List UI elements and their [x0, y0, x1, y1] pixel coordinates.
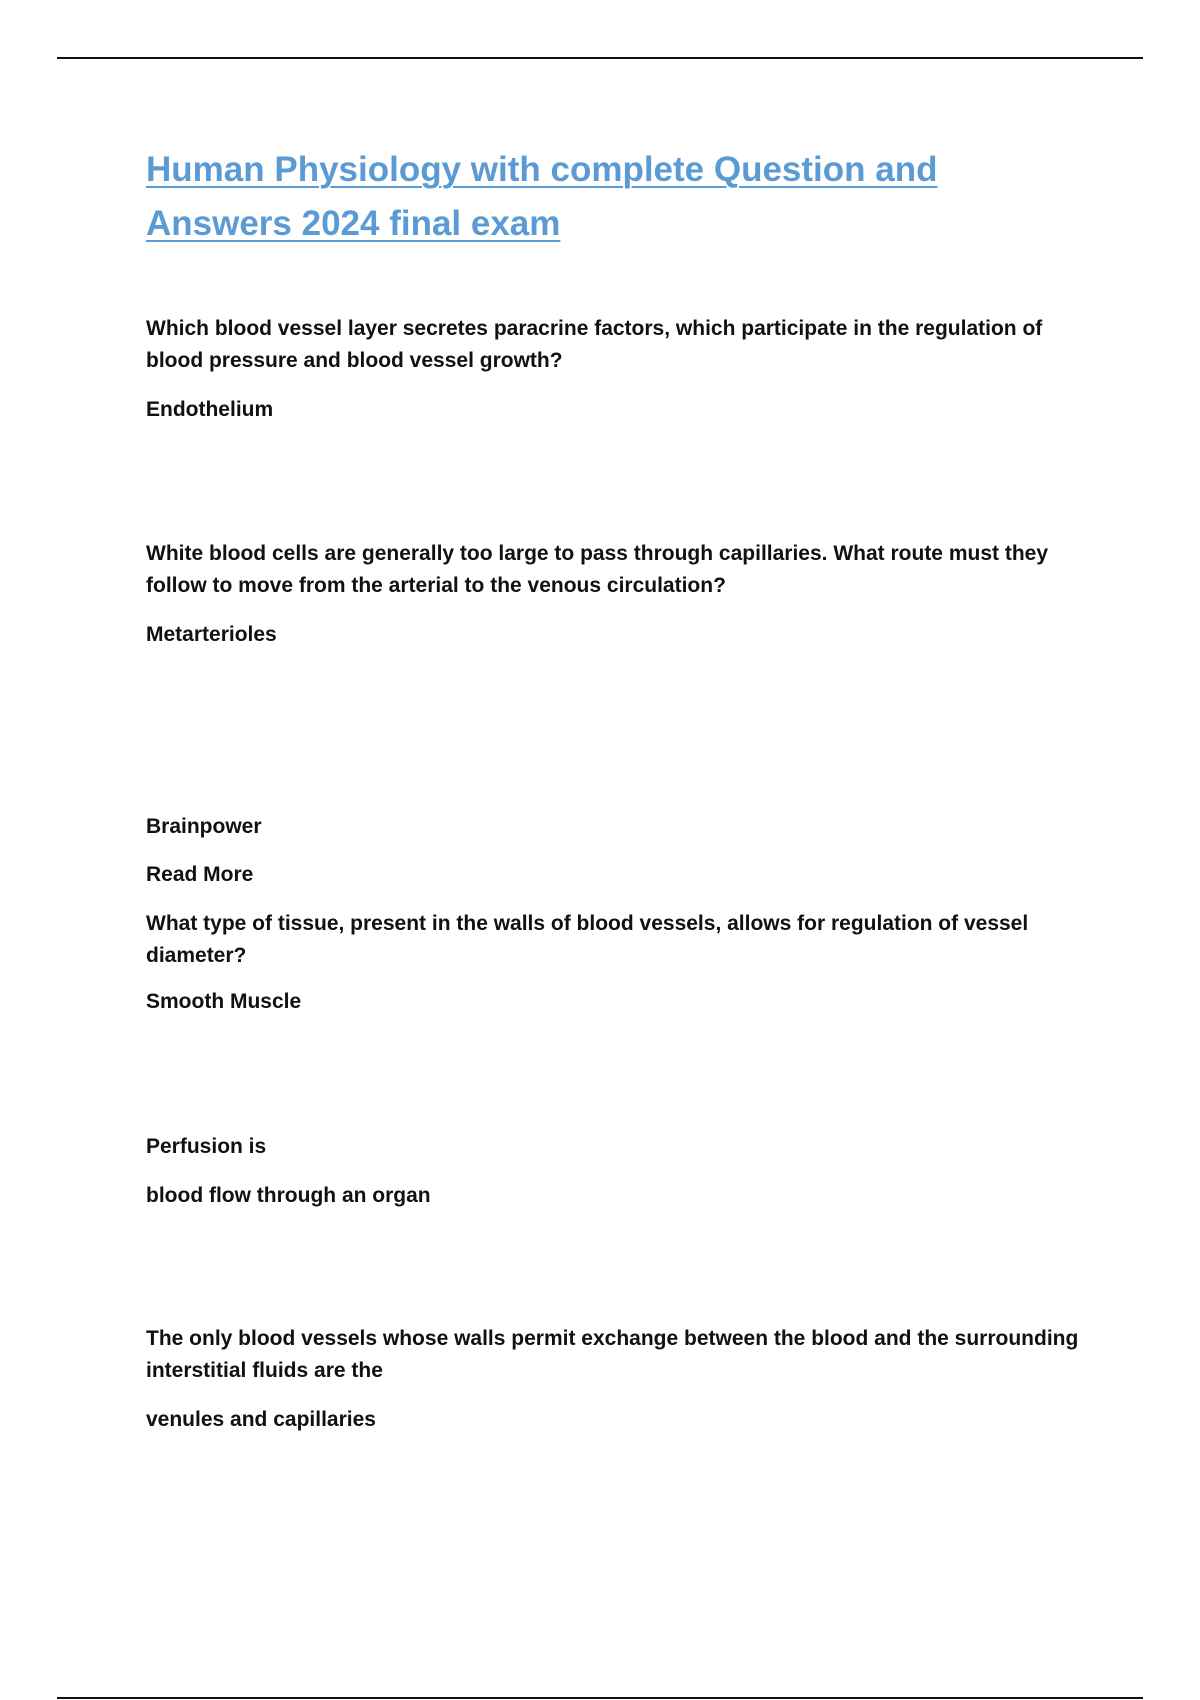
brainpower-label: Brainpower: [146, 815, 262, 838]
answer-4: blood flow through an organ: [146, 1184, 431, 1207]
question-5-line-1: The only blood vessels whose walls permit exchange between the blood and the surrounding: [146, 1327, 1079, 1350]
question-3-line-2: diameter?: [146, 944, 247, 967]
header-rule: [57, 57, 1143, 59]
document-title: [146, 143, 1046, 251]
question-2-line-1: White blood cells are generally too large to pass through capillaries. What route must they: [146, 542, 1049, 565]
answer-1: Endothelium: [146, 398, 274, 421]
read-more-link[interactable]: Read More: [146, 863, 254, 886]
question-1-line-1: Which blood vessel layer secretes paracrine factors, which participate in the regulation of: [146, 317, 1043, 340]
title-line-2: Answers 2024 final exam: [146, 204, 561, 243]
answer-3: Smooth Muscle: [146, 990, 302, 1013]
footer-rule: [57, 1697, 1143, 1699]
question-2-line-2: follow to move from the arterial to the venous circulation?: [146, 574, 726, 597]
question-4-line-1: Perfusion is: [146, 1135, 267, 1158]
question-1-line-2: blood pressure and blood vessel growth?: [146, 349, 563, 372]
question-5-line-2: interstitial fluids are the: [146, 1359, 383, 1382]
question-3-line-1: What type of tissue, present in the walls of blood vessels, allows for regulation of vessel: [146, 912, 1029, 935]
title-line-1: Human Physiology with complete Question and: [146, 150, 938, 189]
answer-5: venules and capillaries: [146, 1408, 376, 1431]
answer-2: Metarterioles: [146, 623, 277, 646]
